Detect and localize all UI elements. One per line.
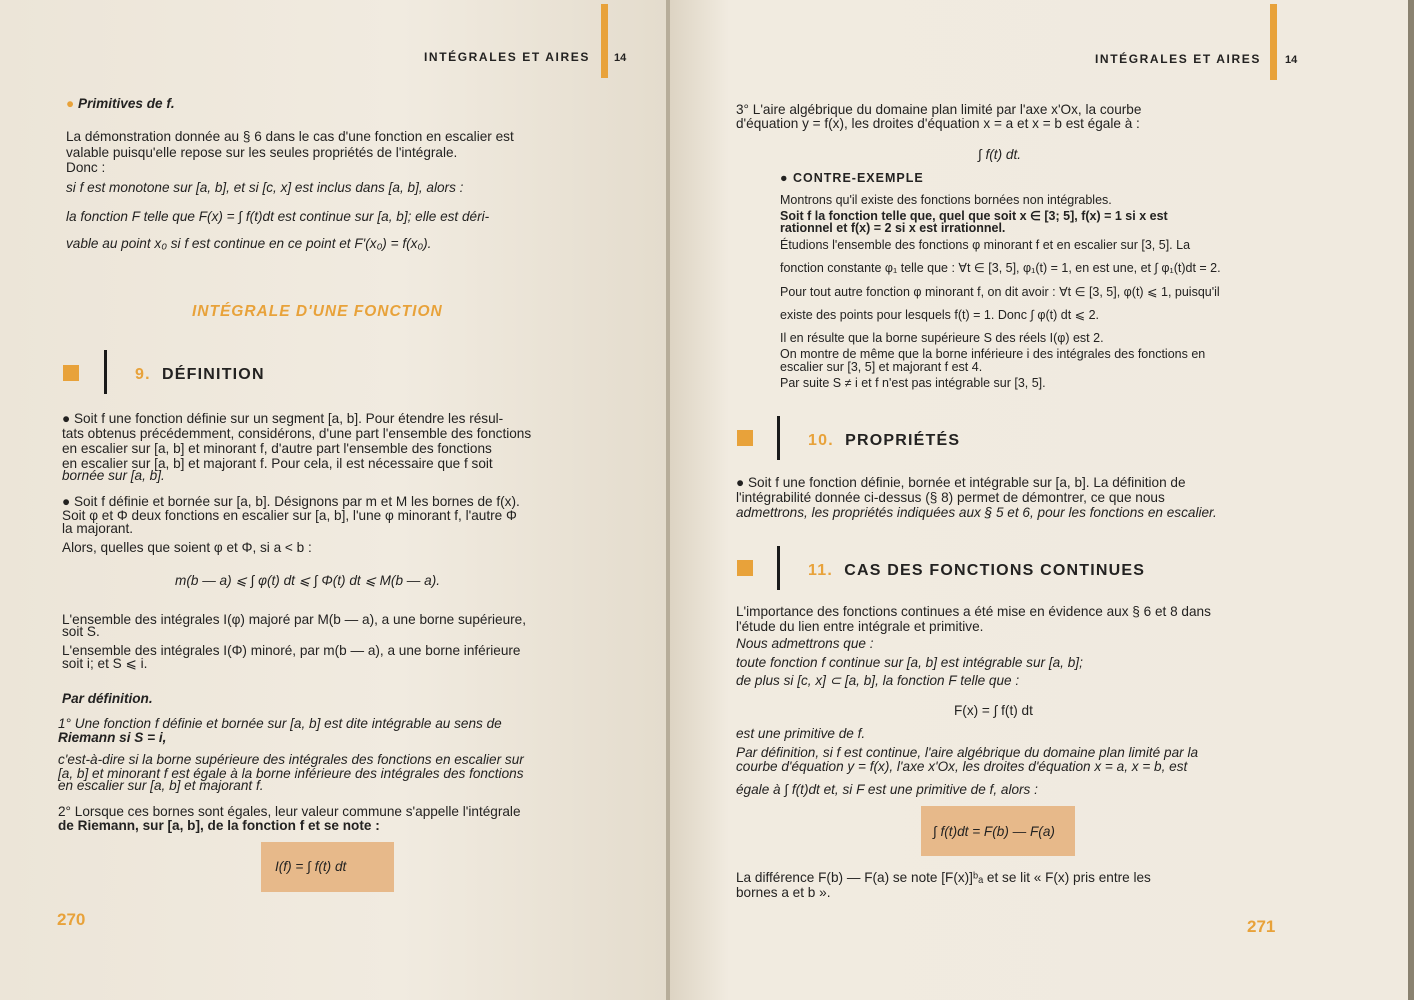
part-title: INTÉGRALE D'UNE FONCTION xyxy=(192,303,443,320)
paragraph-line: Par suite S ≠ i et f n'est pas intégrable sur [3, 5]. xyxy=(780,376,1046,390)
newton-leibniz-formula: ∫ f(t)dt = F(b) — F(a) xyxy=(933,824,1055,839)
section-9-heading: 9. DÉFINITION xyxy=(135,366,265,383)
paragraph-line: la fonction F telle que F(x) = ∫ f(t)dt est continue sur [a, b]; elle est déri- xyxy=(66,209,490,224)
right-header-bar xyxy=(1270,4,1277,80)
paragraph-line: Il en résulte que la borne supérieure S des réels I(φ) est 2. xyxy=(780,331,1104,345)
paragraph-line: Étudions l'ensemble des fonctions φ minorant f et en escalier sur [3, 5]. La xyxy=(780,238,1191,252)
paragraph-line: Nous admettrons que : xyxy=(736,636,874,651)
paragraph-line: L'ensemble des intégrales I(φ) majoré par M(b — a), a une borne supérieure, xyxy=(62,612,527,627)
paragraph-line: 2° Lorsque ces bornes sont égales, leur valeur commune s'appelle l'intégrale xyxy=(58,804,521,819)
section-bar xyxy=(777,546,780,590)
paragraph-line: en escalier sur [a, b] et minorant f, d'autre part l'ensemble des fonctions xyxy=(62,441,492,456)
paragraph-line: courbe d'équation y = f(x), l'axe x'Ox, les droites d'équation x = a, x = b, est xyxy=(736,759,1188,774)
paragraph-line: est une primitive de f. xyxy=(736,726,866,741)
paragraph-line: en escalier sur [a, b] et majorant f. xyxy=(58,778,264,793)
paragraph-line: fonction constante φ₁ telle que : ∀t ∈ [3, 5], φ₁(t) = 1, en est une, et ∫ φ₁(t)dt = 2. xyxy=(780,261,1221,275)
paragraph-line: Par définition, si f est continue, l'aire algébrique du domaine plan limité par la xyxy=(736,745,1199,760)
paragraph-line: bornée sur [a, b]. xyxy=(62,468,165,483)
right-page xyxy=(670,0,1408,1000)
paragraph-line: vable au point x₀ si f est continue en ce point et F'(x₀) = f(x₀). xyxy=(66,236,432,251)
formula-box xyxy=(261,842,394,892)
primitive-formula: F(x) = ∫ f(t) dt xyxy=(954,703,1033,718)
paragraph-line: ● Soit f définie et bornée sur [a, b]. Désignons par m et M les bornes de f(x). xyxy=(62,494,520,509)
paragraph-line: La démonstration donnée au § 6 dans le cas d'une fonction en escalier est xyxy=(66,129,514,144)
paragraph-line: L'importance des fonctions continues a été mise en évidence aux § 6 et 8 dans xyxy=(736,604,1211,619)
section-square-icon xyxy=(737,430,753,446)
formula-box xyxy=(921,806,1075,856)
left-page xyxy=(0,0,668,1000)
paragraph-line: [a, b] et minorant f est égale à la borne inférieure des intégrales des fonctions xyxy=(58,766,524,781)
paragraph-line: 1° Une fonction f définie et bornée sur [a, b] est dite intégrable au sens de xyxy=(58,716,502,731)
paragraph-line: 3° L'aire algébrique du domaine plan limité par l'axe x'Ox, la courbe xyxy=(736,102,1142,117)
paragraph-line: admettrons, les propriétés indiquées aux § 5 et 6, pour les fonctions en escalier. xyxy=(736,505,1217,520)
paragraph-line: Soit φ et Φ deux fonctions en escalier sur [a, b], l'une φ minorant f, l'autre Φ xyxy=(62,508,517,523)
right-chapter-number: 14 xyxy=(1285,54,1298,66)
paragraph-line: Donc : xyxy=(66,160,106,175)
paragraph-line: ● Soit f une fonction définie, bornée et intégrable sur [a, b]. La définition de xyxy=(736,475,1186,490)
right-header-title: INTÉGRALES ET AIRES xyxy=(1095,52,1261,66)
area-formula: ∫ f(t) dt. xyxy=(978,147,1021,162)
paragraph-line: tats obtenus précédemment, considérons, d'une part l'ensemble des fonctions xyxy=(62,426,532,441)
paragraph-line: Alors, quelles que soient φ et Φ, si a < b : xyxy=(62,540,312,555)
inequality-formula: m(b — a) ⩽ ∫ φ(t) dt ⩽ ∫ Φ(t) dt ⩽ M(b — a). xyxy=(175,573,441,588)
paragraph-line: ● Soit f une fonction définie sur un segment [a, b]. Pour étendre les résul- xyxy=(62,411,504,426)
paragraph-line: Pour tout autre fonction φ minorant f, on dit avoir : ∀t ∈ [3, 5], φ(t) ⩽ 1, puisqu'il xyxy=(780,285,1220,299)
left-page-number: 270 xyxy=(57,910,86,929)
paragraph-line: Montrons qu'il existe des fonctions bornées non intégrables. xyxy=(780,193,1112,207)
paragraph-line: L'ensemble des intégrales I(Φ) minoré, par m(b — a), a une borne inférieure xyxy=(62,643,521,658)
paragraph-line: escalier sur [3, 5] et majorant f est 4. xyxy=(780,360,983,374)
contre-exemple-heading: ● CONTRE-EXEMPLE xyxy=(780,171,924,185)
riemann-integral-formula: I(f) = ∫ f(t) dt xyxy=(275,859,347,874)
paragraph-line: Riemann si S = i, xyxy=(58,730,167,745)
right-page-number: 271 xyxy=(1247,917,1276,936)
paragraph-line: c'est-à-dire si la borne supérieure des intégrales des fonctions en escalier sur xyxy=(58,752,524,767)
left-header-title: INTÉGRALES ET AIRES xyxy=(424,50,590,64)
section-square-icon xyxy=(63,365,79,381)
paragraph-line: soit S. xyxy=(62,624,100,639)
paragraph-line: On montre de même que la borne inférieure i des intégrales des fonctions en xyxy=(780,347,1206,361)
section-bar xyxy=(104,350,107,394)
paragraph-line: égale à ∫ f(t)dt et, si F est une primitive de f, alors : xyxy=(736,782,1038,797)
orange-bullet-icon: ● xyxy=(66,96,75,111)
paragraph-line: bornes a et b ». xyxy=(736,885,831,900)
section-10-heading: 10. PROPRIÉTÉS xyxy=(808,432,961,449)
paragraph-line: l'intégrabilité donnée ci-dessus (§ 8) permet de démontrer, ce que nous xyxy=(736,490,1165,505)
paragraph-line: de Riemann, sur [a, b], de la fonction f et se note : xyxy=(58,818,380,833)
paragraph-line: toute fonction f continue sur [a, b] est intégrable sur [a, b]; xyxy=(736,655,1083,670)
par-definition-heading: Par définition. xyxy=(62,691,153,706)
paragraph-line: la majorant. xyxy=(62,521,134,536)
section-square-icon xyxy=(737,560,753,576)
paragraph-line: rationnel et f(x) = 2 si x est irrationnel. xyxy=(780,221,1006,235)
paragraph-line: existe des points pour lesquels f(t) = 1. Donc ∫ φ(t) dt ⩽ 2. xyxy=(780,308,1100,322)
paragraph-line: si f est monotone sur [a, b], et si [c, x] est inclus dans [a, b], alors : xyxy=(66,180,464,195)
section-11-heading: 11. CAS DES FONCTIONS CONTINUES xyxy=(808,562,1146,579)
paragraph-line: d'équation y = f(x), les droites d'équation x = a et x = b est égale à : xyxy=(736,116,1140,131)
paragraph-line: Soit f la fonction telle que, quel que soit x ∈ [3; 5], f(x) = 1 si x est xyxy=(780,209,1168,223)
paragraph-line: l'étude du lien entre intégrale et primitive. xyxy=(736,619,984,634)
section-bar xyxy=(777,416,780,460)
left-chapter-number: 14 xyxy=(614,52,627,64)
primitives-heading: ● Primitives de f. xyxy=(66,96,175,111)
paragraph-line: en escalier sur [a, b] et majorant f. Pour cela, il est nécessaire que f soit xyxy=(62,456,493,471)
paragraph-line: soit i; et S ⩽ i. xyxy=(62,656,148,671)
paragraph-line: valable puisqu'elle repose sur les seules propriétés de l'intégrale. xyxy=(66,145,458,160)
left-header-bar xyxy=(601,4,608,78)
paragraph-line: de plus si [c, x] ⊂ [a, b], la fonction F telle que : xyxy=(736,673,1020,688)
paragraph-line: La différence F(b) — F(a) se note [F(x)]ᵇₐ et se lit « F(x) pris entre les xyxy=(736,870,1151,885)
